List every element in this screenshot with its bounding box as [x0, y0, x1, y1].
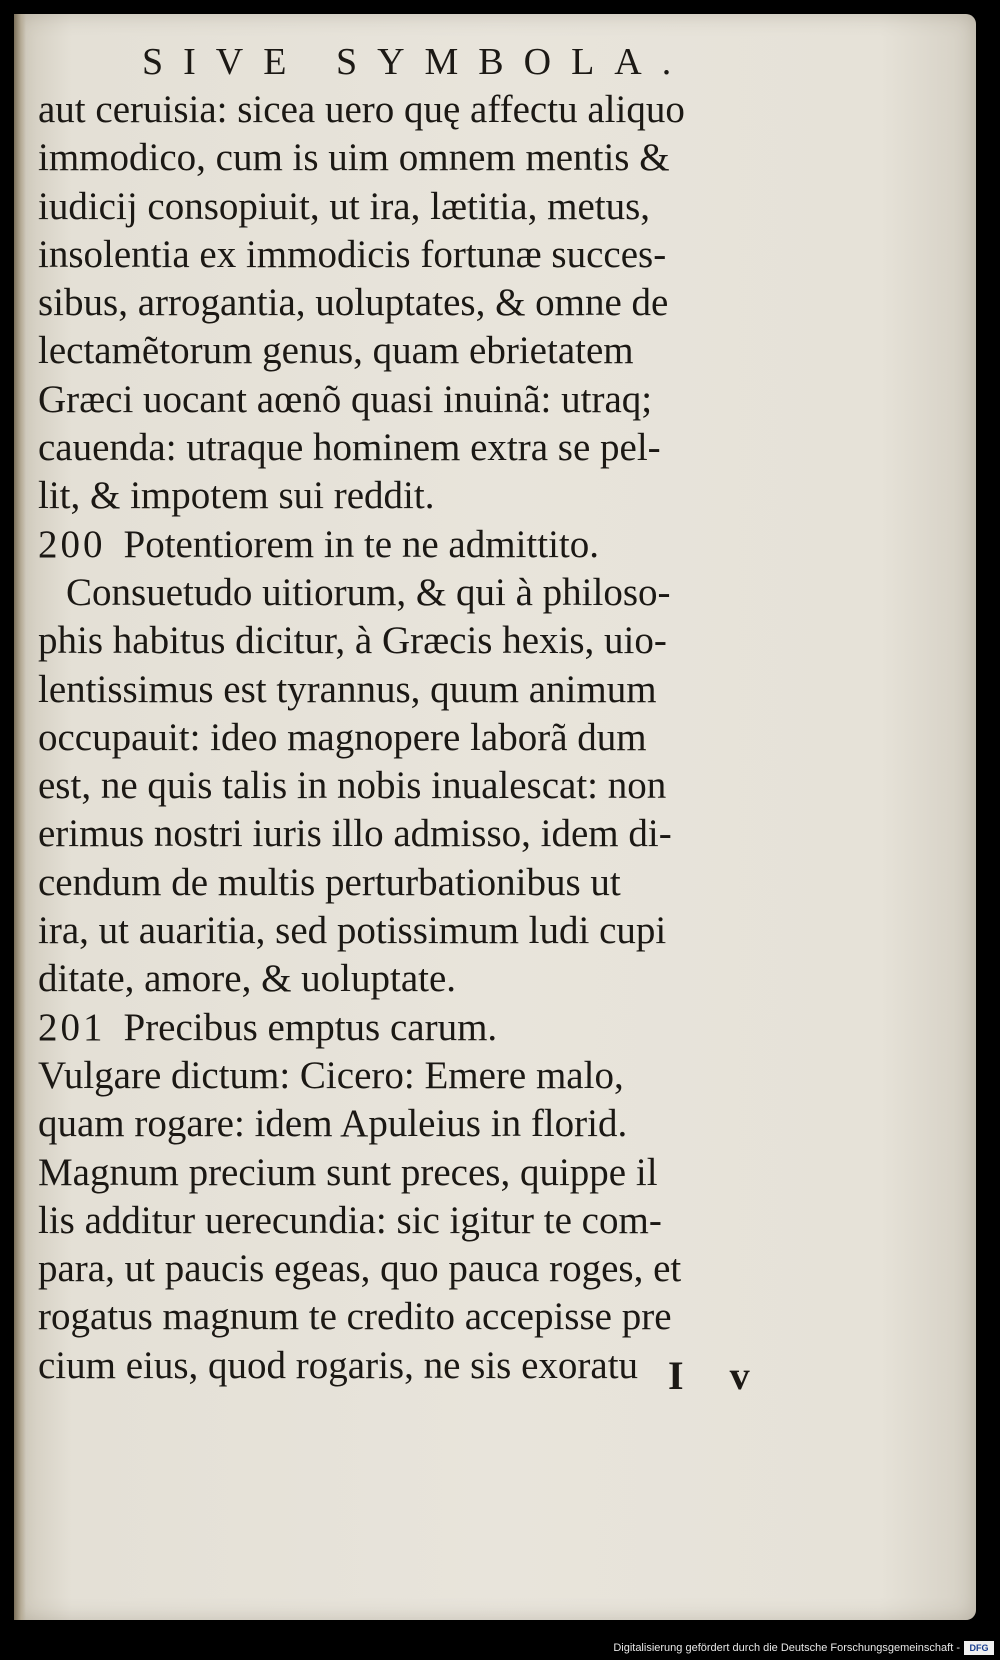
entry-title: Precibus emptus carum. [123, 1005, 498, 1049]
text-line: Magnum precium sunt preces, quippe il [38, 1150, 658, 1194]
text-line: cauenda: utraque hominem extra se pel- [38, 426, 661, 470]
signature-mark: I v [668, 1353, 768, 1398]
text-line: sibus, arrogantia, uoluptates, & omne de [38, 281, 669, 325]
text-line: lentissimus est tyrannus, quum animum [38, 667, 657, 711]
text-line: lit, & impotem sui reddit. [38, 474, 435, 518]
text-line: insolentia ex immodicis fortunæ succes- [38, 232, 667, 276]
text-line: lis additur uerecundia: sic igitur te com- [38, 1198, 662, 1242]
entry-title: Potentiorem in te ne admittito. [123, 522, 600, 566]
text-line: Græci uocant aœnõ quasi inuinã: utraq; [38, 377, 653, 421]
text-line: Vulgare dictum: Cicero: Emere malo, [38, 1053, 624, 1097]
text-line: immodico, cum is uim omnem mentis & [38, 136, 670, 180]
page-gutter [14, 14, 26, 1620]
text-line: est, ne quis talis in nobis inualescat: non [38, 764, 667, 808]
text-line: rogatus magnum te credito accepisse pre [38, 1295, 672, 1339]
entry-heading-201 [38, 1004, 798, 1052]
text-line: Consuetudo uitiorum, & qui à philoso- [66, 570, 671, 614]
entry-number: 200 [38, 522, 106, 566]
text-line: iudicij consopiuit, ut ira, lætitia, metus, [38, 184, 651, 228]
text-line: quam rogare: idem Apuleius in florid. [38, 1102, 628, 1146]
text-line: cendum de multis perturbationibus ut [38, 860, 621, 904]
text-line: para, ut paucis egeas, quo pauca roges, et [38, 1247, 682, 1291]
text-line: lectamẽtorum genus, quam ebrietatem [38, 329, 634, 373]
main-text [38, 86, 798, 1390]
text-line: erimus nostri iuris illo admisso, idem di- [38, 812, 672, 856]
text-line: ira, ut auaritia, sed potissimum ludi cupi [38, 909, 667, 953]
running-head: SIVE SYMBOLA. [142, 41, 692, 83]
text-line: phis habitus dicitur, à Græcis hexis, uio- [38, 619, 667, 663]
text-line: cium eius, quod rogaris, ne sis exoratu [38, 1343, 639, 1387]
funding-credit: Digitalisierung gefördert durch die Deutsche Forschungsgemeinschaft - [613, 1642, 960, 1654]
text-line: ditate, amore, & uoluptate. [38, 957, 457, 1001]
text-line: aut ceruisia: sicea uero quę affectu aliquo [38, 88, 685, 131]
dfg-logo-icon: DFG [964, 1641, 994, 1655]
text-line: occupauit: ideo magnopere laborã dum [38, 715, 647, 759]
entry-heading-200 [38, 521, 798, 569]
entry-number: 201 [38, 1005, 106, 1049]
